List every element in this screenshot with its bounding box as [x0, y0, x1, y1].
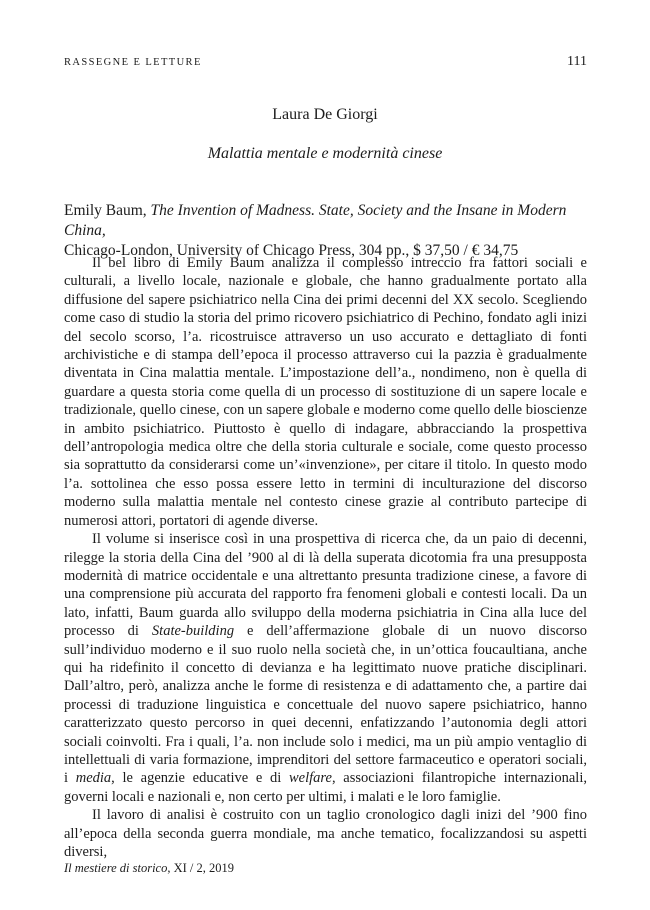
review-body — [64, 254, 587, 861]
journal-name: Il mestiere di storico — [64, 861, 168, 875]
term-state-building: State-building — [151, 623, 235, 640]
paragraph-2-text-d: , associazioni filantropiche internazionali, governi locali e nazionali e, non certo per ultimi, i malati e le loro famiglie. — [64, 770, 587, 805]
article-title: Malattia mentale e modernità cinese — [207, 145, 443, 162]
book-citation — [64, 201, 587, 261]
article-author: Laura De Giorgi — [272, 106, 378, 123]
running-header — [64, 54, 587, 74]
paragraph-2 — [64, 530, 587, 806]
section-label: RASSEGNE E LETTURE — [64, 57, 202, 68]
paragraph-2-text-a: Il volume si inserisce così in una prospettiva di ricerca che, da un paio di decenni, rilegge la storia della Cina del ’900 al di là della superata dicotomia fra una presupposta modernità di matrice occidentale e una altrettanto presunta tradizione cinese, a favore di una comprensione più accurata del rapporto fra fenomeni globali e contesti locali. Da un lato, infatti, Baum guarda allo sviluppo della moderna psichiatria in Cina alla luce del processo di — [64, 531, 587, 640]
paragraph-1: Il bel libro di Emily Baum analizza il complesso intreccio fra fattori sociali e culturali, a livello locale, nazionale e globale, che hanno gradualmente portato alla diffusione del sapere psichiatrico nella Cina dei primi decenni del XX secolo. Scegliendo come caso di studio la storia del primo ricovero psichiatrico di Pechino, fondato agli inizi del secolo scorso, l’a. ricostruisce attraverso un uso accurato e dettagliato di fonti archivistiche e di stampa dell’epoca il processo attraverso cui la pazzia è gradualmente diventata in Cina malattia mentale. L’impostazione dell’a., nondimeno, non è quella di guardare a questa storia come quella di un processo di sostituzione di un sapere locale e tradizionale, quello cinese, con un sapere globale e moderno come quello delle bioscienze in ambito psichiatrico. Piuttosto è quello di indagare, abbracciando la prospettiva dell’antropologia medica oltre che della storia culturale e sociale, come questo processo sia soprattutto da considerarsi come un’«invenzione», per citare il titolo. In questo modo l’a. sottolinea che esso possa essere letto in termini di inculturazione del discorso moderno sulla malattia mentale nel contesto cinese grazie al contributo partecipe di numerosi attori, portatori di agende diverse. — [64, 255, 587, 529]
term-welfare: welfare — [289, 770, 332, 787]
citation-publication: Chicago-London, University of Chicago Press, 304 pp., $ 37,50 / € 34,75 — [64, 242, 519, 259]
term-media: media — [75, 770, 112, 787]
journal-footer — [64, 861, 234, 876]
journal-issue: , XI / 2, 2019 — [167, 861, 235, 875]
citation-book-title: The Invention of Madness. State, Society and the Insane in Modern China, — [64, 202, 567, 239]
paragraph-2-text-c: , le agenzie educative e di — [111, 770, 289, 787]
paragraph-3: Il lavoro di analisi è costruito con un taglio cronologico dagli inizi del ’900 fino all’epoca della seconda guerra mondiale, ma anche tematico, focalizzandosi su aspetti diversi, — [64, 807, 587, 860]
page-number: 111 — [567, 54, 587, 69]
citation-author: Emily Baum, — [64, 202, 151, 219]
paragraph-2-text-b: e dell’affermazione globale di un nuovo discorso sull’individuo moderno e il suo ruolo nella società che, in un’ottica foucaultiana, anche qui ha ridefinito il concetto di devianza e ha legittimato nuove pratiche disciplinari. Dall’altro, però, analizza anche le forme di resistenza e di adattamento che, a partire dai processi di traduzione linguistica e concettuale del nuovo sapere psichiatrico, hanno caratterizzato questo percorso in quei decenni, enfatizzando l’autonomia degli attori sociali coinvolti. Fra i quali, l’a. non include solo i medici, ma un più ampio ventaglio di intellettuali di varia formazione, imprenditori del settore farmaceutico e operatori sociali, i — [64, 623, 587, 787]
